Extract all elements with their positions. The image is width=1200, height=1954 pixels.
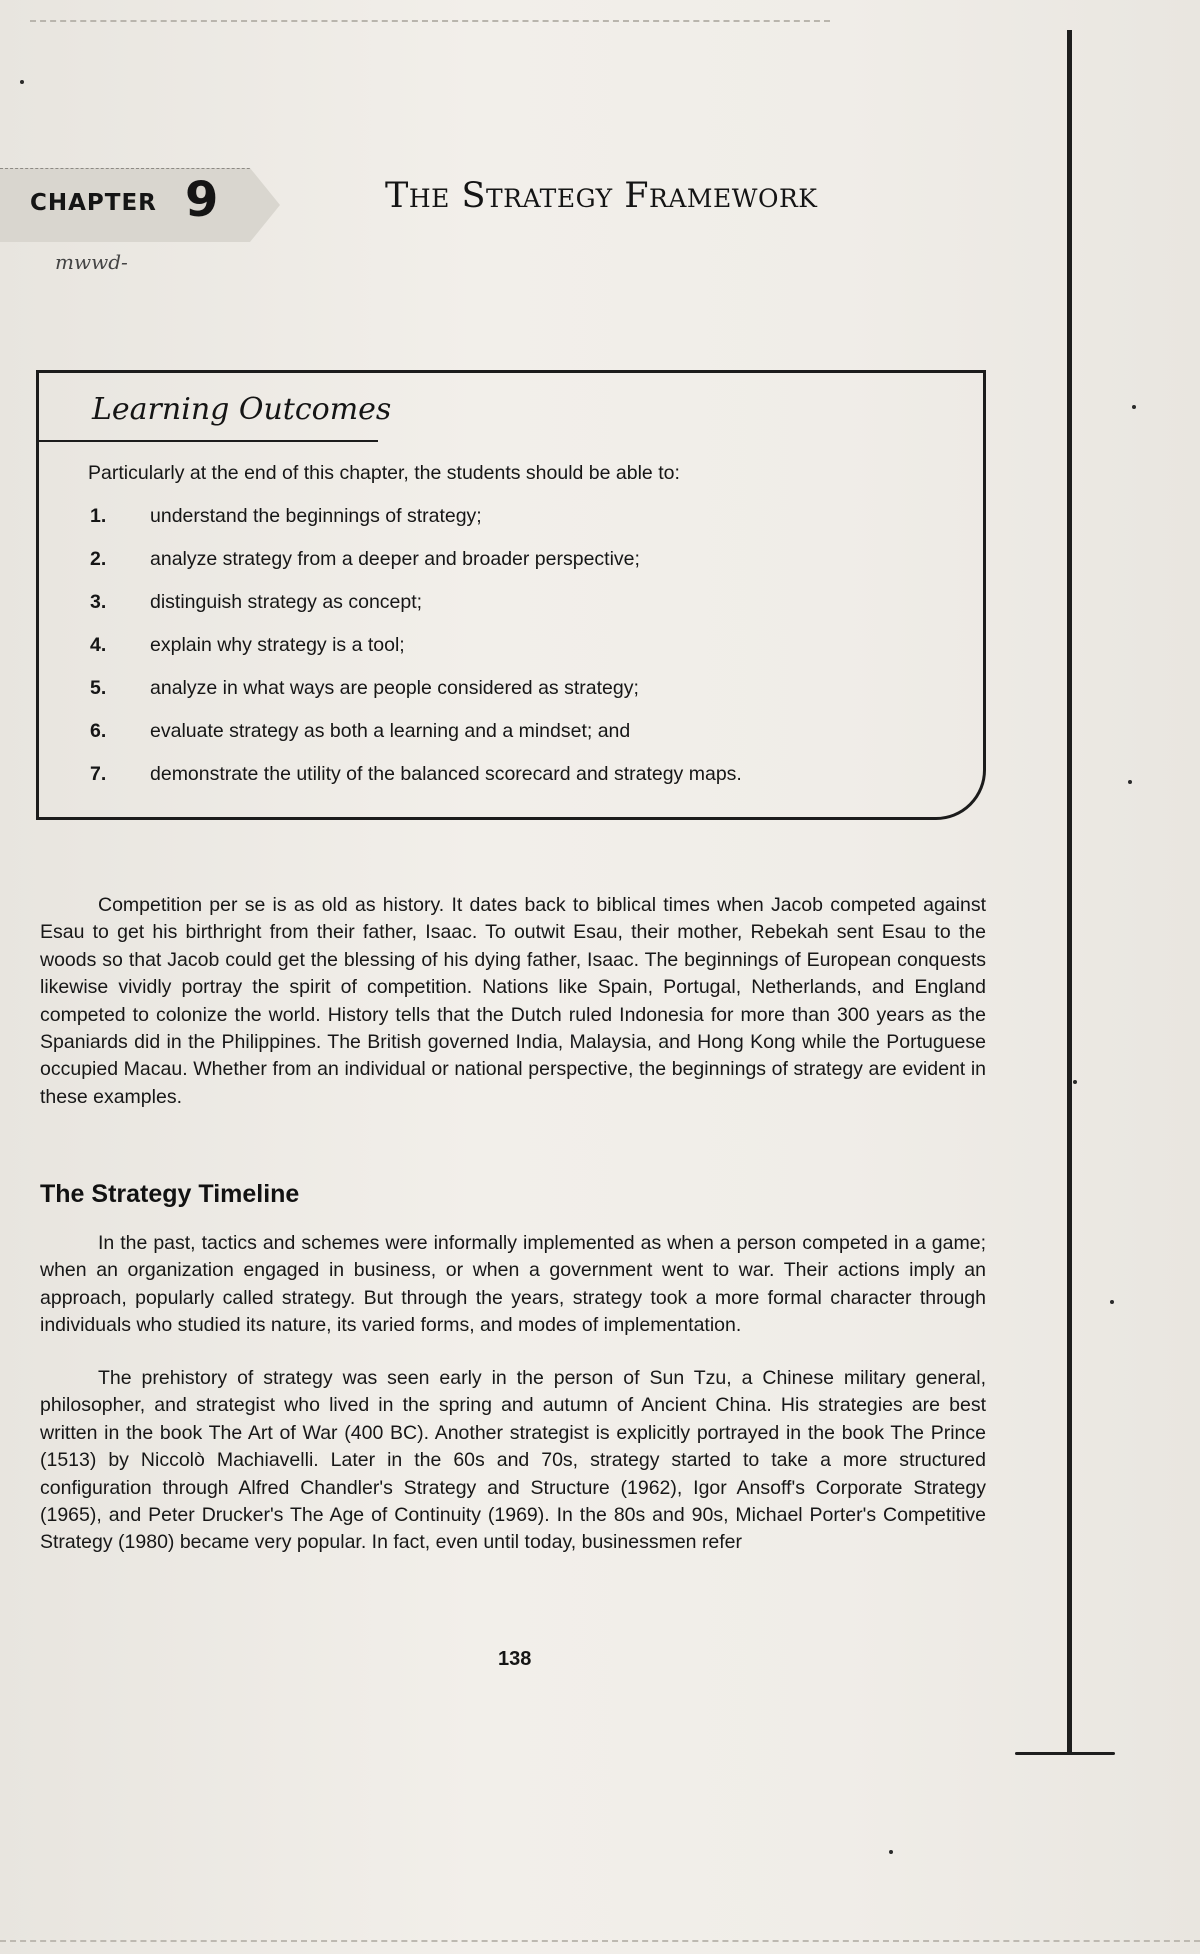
outcome-text: explain why strategy is a tool;: [150, 634, 405, 656]
outcome-text: demonstrate the utility of the balanced scorecard and strategy maps.: [150, 763, 742, 785]
learning-outcomes-intro: Particularly at the end of this chapter, the students should be able to:: [88, 462, 680, 484]
outcome-number: 7.: [90, 763, 107, 785]
outcome-item: [90, 505, 482, 528]
outcome-number: 1.: [90, 505, 107, 527]
scan-speck: [1128, 780, 1132, 784]
top-edge-rule: [30, 20, 830, 22]
outcome-item: [90, 591, 422, 614]
outcome-text: evaluate strategy as both a learning and a mindset; and: [150, 720, 631, 742]
timeline-paragraph-2: [40, 1365, 986, 1557]
learning-outcomes-underline: [38, 440, 378, 442]
section-heading: The Strategy Timeline: [40, 1180, 300, 1208]
outcome-number: 3.: [90, 591, 107, 613]
scan-speck: [1110, 1300, 1114, 1304]
intro-paragraph-text: Competition per se is as old as history. It dates back to biblical times when Jacob competed against Esau to get his birthright from their father, Isaac. To outwit Esau, their mother, Rebekah sent Esau to the woods so that Jacob could get the blessing of his dying father, Isaac. The beginnings of European conquests likewise vividly portray the spirit of competition. Nations like Spain, Portugal, Netherlands, and England competed to colonize the world. History tells that the Dutch ruled Indonesia for more than 300 years as the Spaniards did in the Philippines. The British governed India, Malaysia, and Hong Kong while the Portuguese occupied Macau. Whether from an individual or national perspective, the beginnings of strategy are evident in these examples.: [40, 894, 986, 1108]
timeline-paragraph-1: [40, 1230, 986, 1340]
outcome-item: [90, 634, 405, 657]
chapter-number: 9: [185, 172, 219, 228]
outcome-number: 4.: [90, 634, 107, 656]
outcome-number: 2.: [90, 548, 107, 570]
binding-spine-line: [1067, 30, 1072, 1755]
outcome-number: 5.: [90, 677, 107, 699]
page-number: 138: [498, 1648, 532, 1670]
outcome-text: distinguish strategy as concept;: [150, 591, 423, 613]
outcome-text: analyze in what ways are people considered as strategy;: [150, 677, 639, 699]
outcome-item: [90, 763, 742, 786]
scan-speck: [20, 80, 24, 84]
timeline-paragraph-2-text: The prehistory of strategy was seen early in the person of Sun Tzu, a Chinese military general, philosopher, and strategist who lived in the spring and autumn of Ancient China. His strategies are best written in the book The Art of War (400 BC). Another strategist is explicitly portrayed in the book The Prince (1513) by Niccolò Machiavelli. Later in the 60s and 70s, strategy started to take a more structured configuration through Alfred Chandler's Strategy and Structure (1962), Igor Ansoff's Corporate Strategy (1965), and Peter Drucker's The Age of Continuity (1969). In the 80s and 90s, Michael Porter's Competitive Strategy (1980) became very popular. In fact, even until today, businessmen refer: [40, 1367, 986, 1554]
scan-speck: [1132, 405, 1136, 409]
binding-spine-foot: [1015, 1752, 1115, 1755]
outcome-text: understand the beginnings of strategy;: [150, 505, 482, 527]
intro-paragraph: [40, 892, 986, 1111]
learning-outcomes-heading: Learning Outcomes: [92, 392, 392, 427]
scan-speck: [1073, 1080, 1077, 1084]
timeline-paragraph-1-text: In the past, tactics and schemes were informally implemented as when a person competed in a game; when an organization engaged in business, or when a government went to war. Their actions imply an approach, popularly called strategy. But through the years, strategy took a more formal character through individuals who studied its nature, its varied forms, and modes of implementation.: [40, 1232, 986, 1337]
scan-speck: [889, 1850, 893, 1854]
outcome-item: [90, 548, 640, 571]
margin-scribble: mwwd-: [55, 250, 128, 274]
outcome-number: 6.: [90, 720, 107, 742]
outcome-item: [90, 677, 639, 700]
chapter-title: The Strategy Framework: [385, 176, 818, 216]
outcome-item: [90, 720, 630, 743]
bottom-edge-rule: [0, 1940, 1200, 1942]
outcome-text: analyze strategy from a deeper and broader perspective;: [150, 548, 640, 570]
chapter-label: CHAPTER: [30, 190, 157, 216]
